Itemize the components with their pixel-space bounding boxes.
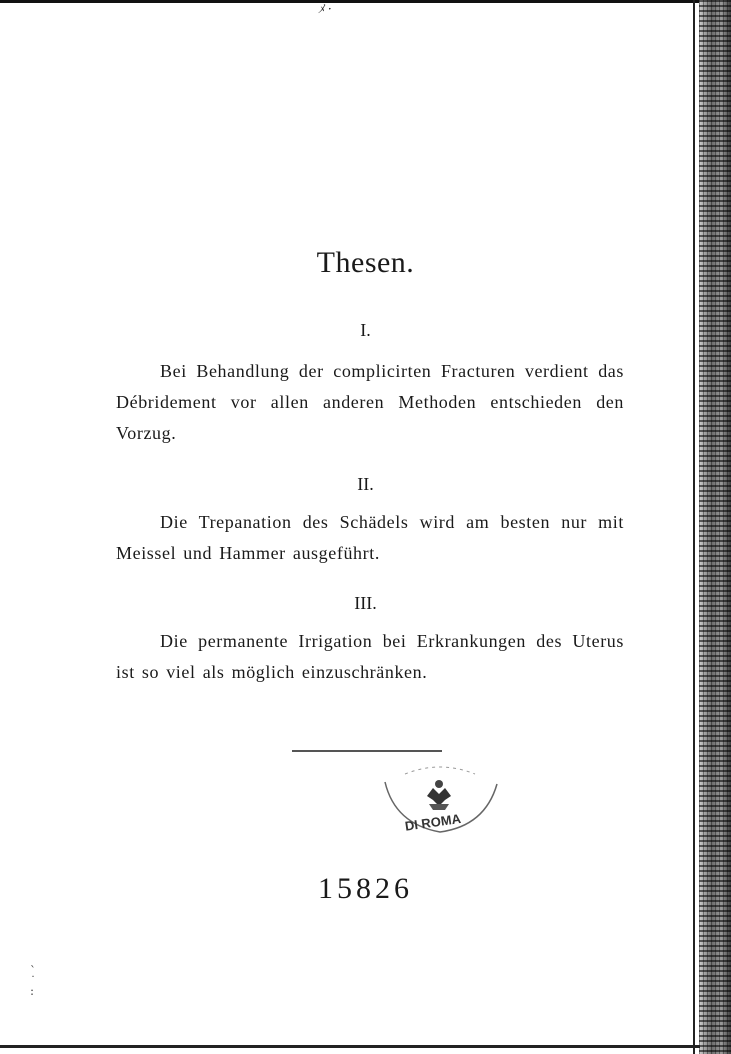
stamp-ring-top [405, 767, 475, 774]
page-title: Thesen. [316, 246, 415, 279]
closing-rule [292, 750, 442, 752]
thesis-text-2: Die Trepanation des Schädels wird am besten nur mit Meissel und Hammer ausgeführt. [116, 512, 624, 563]
stamp-text: DI ROMA [403, 810, 462, 834]
thesis-numeral-1: I. [360, 320, 371, 340]
scan-bottom-border [0, 1045, 700, 1048]
library-stamp [375, 754, 505, 842]
eagle-emblem-icon [427, 780, 451, 810]
thesis-text-1: Bei Behandlung der complicirten Fracturen verdient das Débridement vor allen anderen Methoden entschieden den Vorzug. [116, 361, 624, 443]
catalog-number: 15826 [318, 872, 413, 905]
scan-specks: ` ˙ : [30, 964, 36, 998]
thesis-text-3: Die permanente Irrigation bei Erkrankungen des Uterus ist so viel als möglich einzuschränken. [116, 631, 624, 682]
thesis-numeral-3: III. [354, 593, 377, 613]
top-corner-mark: ﾒ · [318, 2, 332, 16]
scan-top-border [0, 0, 700, 3]
thesis-numeral-2: II. [357, 474, 374, 494]
